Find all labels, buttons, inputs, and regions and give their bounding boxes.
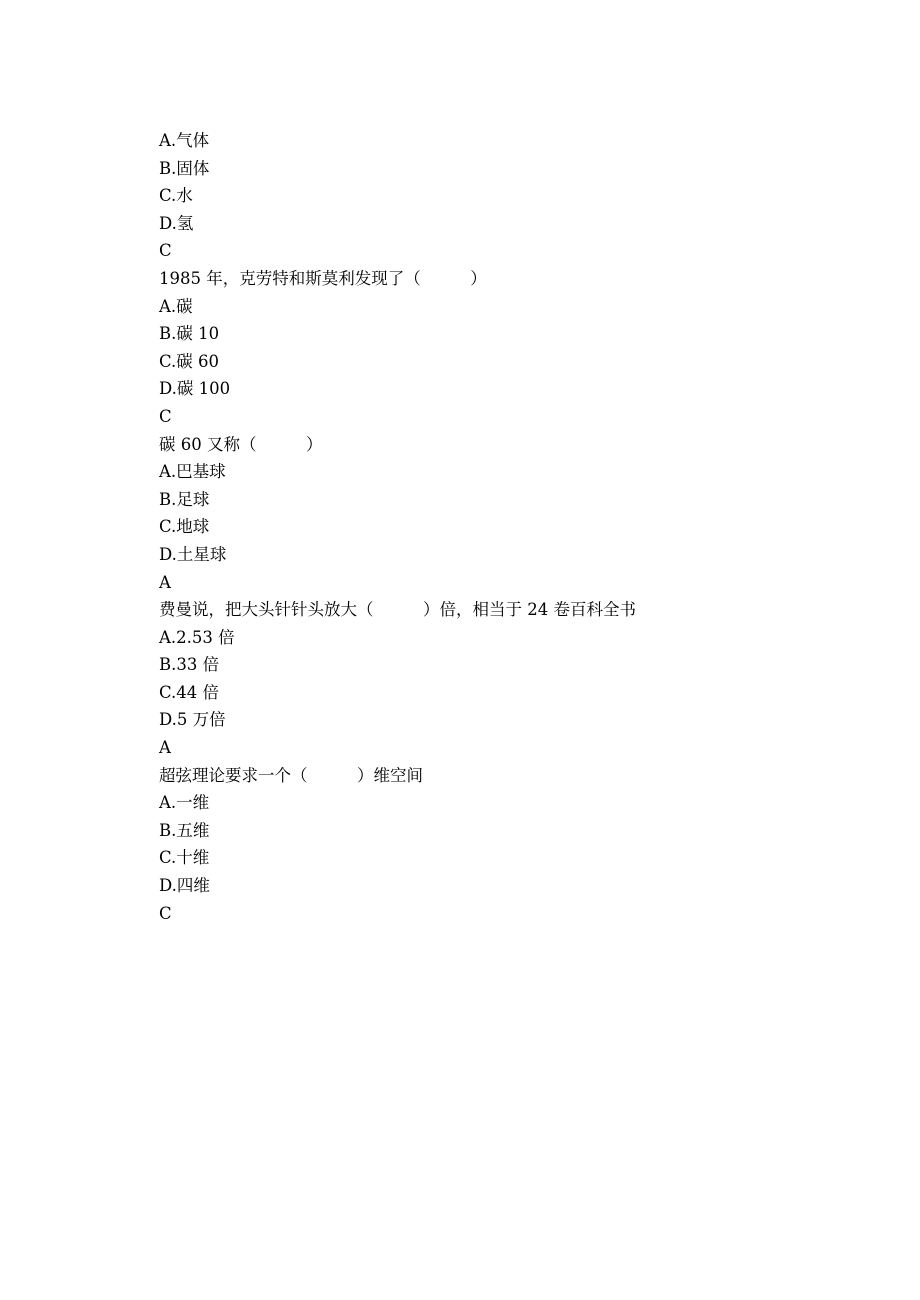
- question-block-4: [159, 762, 859, 928]
- option-c: C.碳 60: [159, 351, 220, 371]
- option-a: A.2.53 倍: [159, 627, 235, 647]
- option-d: D.四维: [159, 876, 210, 896]
- question-stem: 碳 60 又称（ ）: [159, 434, 323, 454]
- question-block-3: [159, 596, 859, 762]
- question-stem: 费曼说，把大头针针头放大（ ）倍，相当于 24 卷百科全书: [159, 600, 636, 620]
- option-d: D.碳 100: [159, 379, 231, 399]
- question-block-2: [159, 431, 859, 597]
- option-b: B.足球: [159, 489, 210, 509]
- option-d: D.土星球: [159, 544, 227, 564]
- option-c: C.水: [159, 186, 193, 206]
- option-d: D.5 万倍: [159, 710, 226, 730]
- question-block-1: [159, 265, 859, 431]
- option-a: A.碳: [159, 296, 193, 316]
- option-c: C.地球: [159, 517, 210, 537]
- question-stem: 超弦理论要求一个（ ）维空间: [159, 765, 423, 785]
- answer: A: [159, 572, 171, 592]
- answer: A: [159, 738, 171, 758]
- answer: C: [159, 241, 172, 261]
- option-a: A.气体: [159, 131, 210, 150]
- option-a: A.一维: [159, 793, 210, 813]
- answer: C: [159, 903, 172, 923]
- option-b: B.固体: [159, 158, 210, 178]
- option-a: A.巴基球: [159, 462, 226, 482]
- question-stem: 1985 年，克劳特和斯莫利发现了（ ）: [159, 268, 487, 288]
- question-block-0: [159, 127, 859, 265]
- answer: C: [159, 406, 172, 426]
- option-b: B.33 倍: [159, 655, 220, 675]
- option-d: D.氢: [159, 213, 194, 233]
- option-c: C.十维: [159, 848, 210, 868]
- option-b: B.碳 10: [159, 324, 220, 344]
- document-page: [159, 127, 859, 927]
- option-b: B.五维: [159, 820, 210, 840]
- option-c: C.44 倍: [159, 682, 220, 702]
